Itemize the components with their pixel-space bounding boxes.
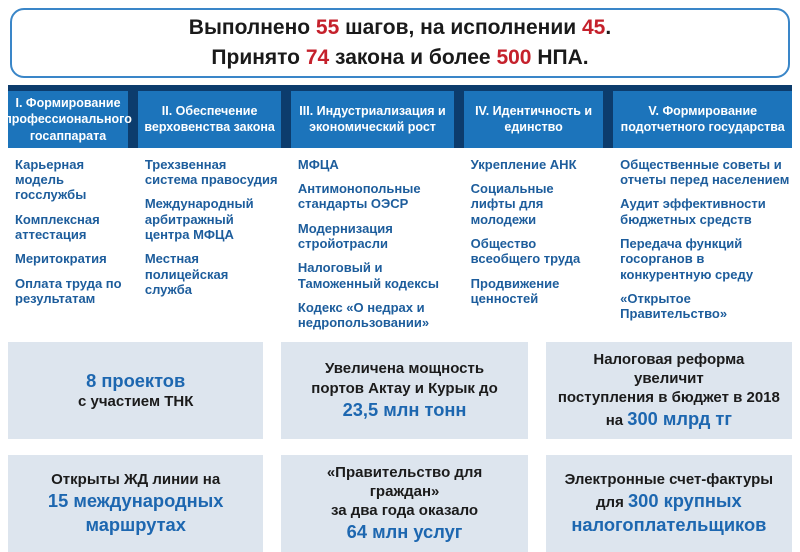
- highlight-line: [558, 350, 780, 388]
- highlight-line: [311, 379, 497, 398]
- pillar-item: Оплата труда по результатам: [15, 275, 122, 307]
- highlight-line: [48, 489, 224, 512]
- highlight-line: [85, 513, 185, 536]
- highlight-text: портов Актау и Курык до: [311, 379, 498, 397]
- highlight-text: Налоговая реформа увеличит: [593, 350, 745, 387]
- pillar-header-5: V. Формирование подотчетного государства: [613, 91, 792, 148]
- pillar-item: Антимонопольные стандарты ОЭСР: [297, 181, 421, 212]
- pillar-item: Кодекс «О недрах и недропользовании»: [297, 300, 430, 331]
- pillar-item: МФЦА: [297, 156, 339, 172]
- highlight-line: [558, 388, 780, 407]
- highlights-grid: [8, 342, 792, 552]
- pillar-item: Аудит эффективности бюджетных средств: [620, 196, 766, 227]
- highlight-value: 15 международных: [47, 490, 224, 512]
- banner-line-1: [189, 13, 611, 43]
- pillar-item: Передача функций госорганов в конкурентную среду: [620, 236, 754, 282]
- pillar-item: Продвижение ценностей: [470, 275, 560, 307]
- banner-text: шагов, на исполнении: [339, 15, 582, 39]
- highlight-value: налогоплательщиков: [571, 513, 767, 535]
- pillar-item: «Открытое Правительство»: [620, 291, 728, 322]
- highlight-line: [596, 489, 742, 512]
- highlight-value: 300 млрд тг: [627, 408, 732, 430]
- highlight-line: [606, 407, 732, 430]
- highlight-value: 23,5 млн тонн: [342, 398, 467, 420]
- pillar-item: Местная полицейская служба: [144, 251, 229, 298]
- highlight-text: Электронные счет-фактуры: [564, 471, 774, 489]
- infographic-page: [0, 8, 800, 543]
- banner-text: Выполнено: [188, 15, 316, 39]
- highlight-value: 64 млн услуг: [346, 521, 463, 543]
- banner-value: 55: [315, 15, 340, 39]
- pillar-item: Социальные лифты для молодежи: [470, 181, 554, 227]
- highlight-line: [51, 470, 220, 489]
- highlight-value: маршрутах: [85, 513, 186, 535]
- highlight-value: 300 крупных: [628, 490, 742, 512]
- highlight-text: поступления в бюджет в 2018: [557, 389, 780, 407]
- highlight-line: [331, 501, 478, 520]
- banner-text: .: [605, 15, 612, 39]
- highlight-line: [325, 359, 484, 378]
- pillar-item: Международный арбитражный центра МФЦА: [144, 196, 254, 243]
- highlight-line: [293, 463, 515, 501]
- highlight-line: [86, 369, 185, 392]
- highlight-value: 8 проектов: [86, 369, 186, 391]
- pillar-item: Общество всеобщего труда: [470, 236, 581, 267]
- highlight-line: [78, 392, 193, 411]
- highlight-box-ports-capacity: [281, 342, 527, 439]
- banner-value: 45: [582, 15, 606, 39]
- pillar-header-4: IV. Идентичность и единство: [464, 91, 604, 148]
- highlight-text: за два года оказало: [330, 502, 479, 520]
- highlight-row-2: [8, 455, 792, 552]
- pillar-body-1: [8, 157, 128, 340]
- pillar-item: Трехзвенная система правосудия: [144, 156, 278, 188]
- pillar-item: Карьерная модель госслужбы: [15, 156, 87, 203]
- highlight-text: для: [596, 494, 628, 512]
- pillar-header-row: [4, 85, 792, 148]
- pillar-body-5: [613, 157, 792, 340]
- banner-text: закона и более: [329, 46, 497, 69]
- highlight-box-e-invoices: [546, 455, 792, 552]
- pillar-body-2: [138, 157, 281, 340]
- pillar-header-2: II. Обеспечение верховенства закона: [138, 91, 281, 148]
- highlight-line: [571, 513, 766, 536]
- banner-value: 500: [496, 46, 532, 69]
- highlight-box-tax-reform: [546, 342, 792, 439]
- pillar-header-3: III. Индустриализация и экономический рост: [291, 91, 454, 148]
- banner-line-2: [211, 43, 588, 73]
- pillar-header-1: I. Формирование профессионального госаппарата: [8, 91, 128, 148]
- highlight-line: [343, 398, 467, 421]
- pillar-body-3: [291, 157, 454, 340]
- highlight-box-tnc-projects: [8, 342, 263, 439]
- highlight-line: [565, 470, 774, 489]
- pillar-item: Модернизация стройотрасли: [297, 220, 393, 252]
- highlight-text: Открыты ЖД линии на: [51, 471, 221, 489]
- highlight-line: [347, 520, 463, 543]
- pillar-item: Укрепление АНК: [470, 156, 577, 172]
- highlight-row-1: [8, 342, 792, 439]
- pillar-item: Налоговый и Таможенный кодексы: [297, 260, 439, 291]
- highlight-box-government-for-citizens: [281, 455, 527, 552]
- highlight-text: на: [605, 412, 628, 430]
- highlight-text: «Правительство для граждан»: [326, 463, 483, 500]
- pillar-body-row: [8, 148, 792, 340]
- banner-value: 74: [305, 46, 330, 69]
- pillar-item: Комплексная аттестация: [15, 211, 100, 243]
- pillar-item: Общественные советы и отчеты перед населением: [620, 156, 790, 188]
- banner-text: Принято: [211, 46, 306, 69]
- pillar-body-4: [464, 157, 604, 340]
- summary-banner: [10, 8, 790, 78]
- highlight-box-railway-lines: [8, 455, 263, 552]
- pillar-item: Меритократия: [15, 251, 107, 267]
- highlight-text: с участием ТНК: [77, 393, 194, 411]
- banner-text: НПА.: [531, 46, 589, 69]
- highlight-text: Увеличена мощность: [324, 360, 485, 378]
